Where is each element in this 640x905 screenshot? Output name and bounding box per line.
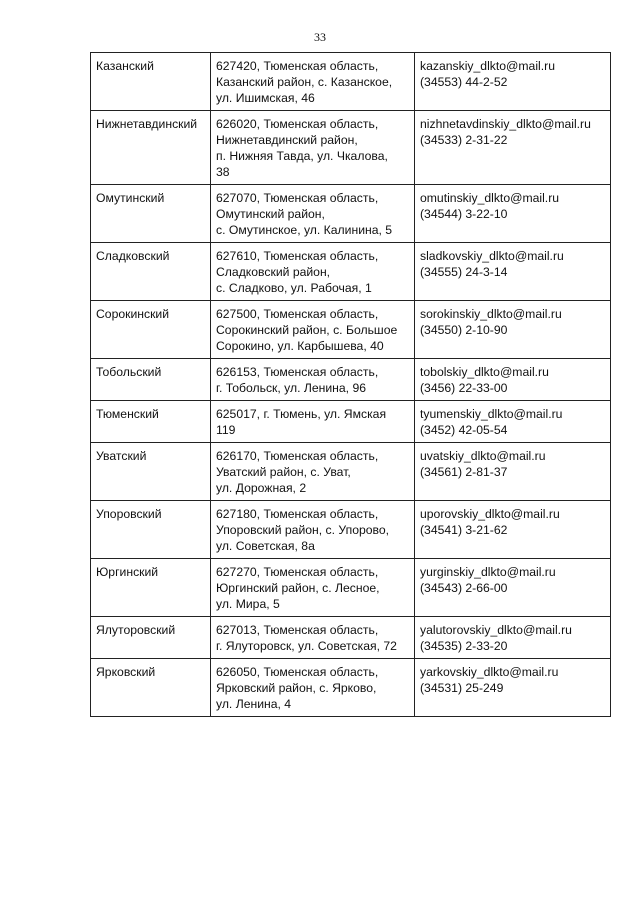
table-row <box>91 185 611 243</box>
contact-cell: sorokinskiy_dlkto@mail.ru (34550) 2-10-90 <box>415 301 611 359</box>
district-cell: Нижнетавдинский <box>91 111 211 185</box>
district-cell: Сладковский <box>91 243 211 301</box>
contact-cell: sladkovskiy_dlkto@mail.ru (34555) 24-3-14 <box>415 243 611 301</box>
address-cell: 627420, Тюменская область, Казанский район, с. Казанское, ул. Ишимская, 46 <box>211 53 415 111</box>
district-cell: Уватский <box>91 443 211 501</box>
address-cell: 626050, Тюменская область, Ярковский район, с. Ярково, ул. Ленина, 4 <box>211 659 415 717</box>
district-cell: Казанский <box>91 53 211 111</box>
table-row <box>91 443 611 501</box>
table-row <box>91 111 611 185</box>
table-row <box>91 401 611 443</box>
address-cell: 626153, Тюменская область, г. Тобольск, ул. Ленина, 96 <box>211 359 415 401</box>
district-cell: Тобольский <box>91 359 211 401</box>
table-row <box>91 53 611 111</box>
contact-cell: kazanskiy_dlkto@mail.ru (34553) 44-2-52 <box>415 53 611 111</box>
address-cell: 627610, Тюменская область, Сладковский район, с. Сладково, ул. Рабочая, 1 <box>211 243 415 301</box>
table-row <box>91 659 611 717</box>
table-row <box>91 301 611 359</box>
district-cell: Упоровский <box>91 501 211 559</box>
address-cell: 625017, г. Тюмень, ул. Ямская 119 <box>211 401 415 443</box>
contact-cell: tyumenskiy_dlkto@mail.ru (3452) 42-05-54 <box>415 401 611 443</box>
table-row <box>91 617 611 659</box>
contact-cell: omutinskiy_dlkto@mail.ru (34544) 3-22-10 <box>415 185 611 243</box>
page-number: 33 <box>314 30 326 44</box>
district-cell: Ялуторовский <box>91 617 211 659</box>
table-row <box>91 501 611 559</box>
contact-cell: nizhnetavdinskiy_dlkto@mail.ru (34533) 2-31-22 <box>415 111 611 185</box>
district-contacts-table <box>90 52 611 717</box>
district-cell: Сорокинский <box>91 301 211 359</box>
district-cell: Ярковский <box>91 659 211 717</box>
address-cell: 627013, Тюменская область, г. Ялуторовск, ул. Советская, 72 <box>211 617 415 659</box>
district-cell: Юргинский <box>91 559 211 617</box>
district-cell: Омутинский <box>91 185 211 243</box>
table-row <box>91 559 611 617</box>
table-row <box>91 359 611 401</box>
table-row <box>91 243 611 301</box>
contact-cell: tobolskiy_dlkto@mail.ru (3456) 22-33-00 <box>415 359 611 401</box>
address-cell: 626170, Тюменская область, Уватский район, с. Уват, ул. Дорожная, 2 <box>211 443 415 501</box>
address-cell: 626020, Тюменская область, Нижнетавдинский район, п. Нижняя Тавда, ул. Чкалова, 38 <box>211 111 415 185</box>
district-cell: Тюменский <box>91 401 211 443</box>
contact-cell: yurginskiy_dlkto@mail.ru (34543) 2-66-00 <box>415 559 611 617</box>
address-cell: 627070, Тюменская область, Омутинский район, с. Омутинское, ул. Калинина, 5 <box>211 185 415 243</box>
address-cell: 627500, Тюменская область, Сорокинский район, с. Большое Сорокино, ул. Карбышева, 40 <box>211 301 415 359</box>
contact-cell: uvatskiy_dlkto@mail.ru (34561) 2-81-37 <box>415 443 611 501</box>
address-cell: 627270, Тюменская область, Юргинский район, с. Лесное, ул. Мира, 5 <box>211 559 415 617</box>
contact-cell: yalutorovskiy_dlkto@mail.ru (34535) 2-33-20 <box>415 617 611 659</box>
address-cell: 627180, Тюменская область, Упоровский район, с. Упорово, ул. Советская, 8а <box>211 501 415 559</box>
contact-cell: uporovskiy_dlkto@mail.ru (34541) 3-21-62 <box>415 501 611 559</box>
contact-cell: yarkovskiy_dlkto@mail.ru (34531) 25-249 <box>415 659 611 717</box>
